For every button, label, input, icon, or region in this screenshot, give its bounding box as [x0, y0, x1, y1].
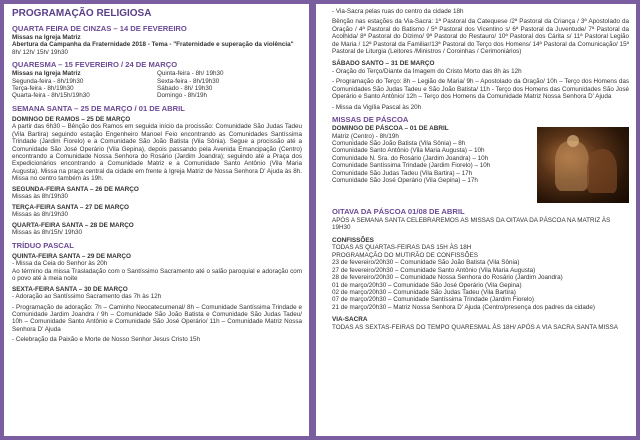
pascoa-item: Comunidade São João Batista (Vila Sônia) – 8h: [332, 140, 466, 148]
quinta-santa-heading: QUINTA-FEIRA SANTA – 29 DE MARÇO: [12, 252, 131, 260]
column-divider: [309, 0, 316, 440]
pascoa-item: Comunidade São José Operário (Vila Gepina) – 17h: [332, 177, 478, 185]
quarta-santa-heading: QUARTA-FEIRA SANTA – 28 DE MARÇO: [12, 221, 134, 229]
quaresma-col-2: [157, 70, 302, 100]
painting-image: [537, 127, 629, 203]
confissoes-line-2: PROGRAMAÇÃO DO MUTIRÃO DE CONFISSÕES: [332, 251, 478, 259]
pascoa-item: Comunidade São Judas Tadeu (Vila Bartira) – 17h: [332, 169, 473, 177]
domingo-ramos-heading: DOMINGO DE RAMOS – 25 DE MARÇO: [12, 115, 131, 123]
via-sacra-heading: VIA-SACRA: [332, 316, 368, 324]
page-title: PROGRAMAÇÃO RELIGIOSA: [12, 8, 152, 19]
domingo-pascoa-heading: DOMINGO DE PÁSCOA – 01 DE ABRIL: [332, 125, 449, 133]
confissoes-item: 21 de março/20h30 – Matriz Nossa Senhora D' Ajuda (Centro/presença dos padres da cidade): [332, 303, 596, 311]
cinzas-line-3: 8h/ 12h/ 15h/ 19h30: [12, 48, 69, 56]
confissoes-item: 28 de fevereiro/20h30 – Comunidade Nossa Senhora do Rosário (Jardim Joandra): [332, 274, 563, 282]
confissoes-item: 23 de fevereiro/20h30 – Comunidade São João Batista (Vila Sônia): [332, 259, 520, 267]
quaresma-item: Terça-feira - 8h/19h30: [12, 85, 74, 93]
triduo-heading: TRÍDUO PASCAL: [12, 240, 74, 250]
quaresma-schedule: [12, 70, 302, 100]
semana-santa-heading: SEMANA SANTA – 25 DE MARÇO / 01 DE ABRIL: [12, 103, 185, 113]
via-sacra-line: - Via-Sacra pelas ruas do centro da cidade 18h: [332, 8, 464, 15]
terca-santa-heading: TERÇA-FEIRA SANTA – 27 DE MARÇO: [12, 203, 129, 211]
confissoes-heading: CONFISSÕES: [332, 236, 374, 244]
pascoa-section: [332, 125, 629, 203]
sexta-santa-text-1: - Adoração ao Santíssimo Sacramento das 7h às 12h: [12, 293, 162, 301]
terca-santa-text: Missas às 8h/19h30: [12, 211, 69, 219]
quaresma-item: Sábado - 8h/ 19h30: [157, 85, 213, 93]
confissoes-line-1: TODAS AS QUARTAS-FEIRAS DAS 15H ÀS 18H: [332, 244, 472, 252]
sabado-santo-heading: SÁBADO SANTO – 31 DE MARÇO: [332, 60, 435, 68]
bencao-text: Bênção nas estações da Via-Sacra: 1ª Pastoral da Catequese /2ª Pastoral da Criança / 3ª Apostolado da Oração / 4ª Pastoral do Batismo / 5ª Pastoral dos Vicentino s/ 6ª Pastoral da Juventude/ 7ª Pastoral da Acolhida/ 8ª Pastoral do Dízimo/ 9ª Pastoral do Restauro/ 10ª Pastoral dos Cárita s/ 11ª Pastoral Legião de Maria / 12ª Pastoral da Familiar/13ª Pastoral do Terço dos Homens/ 14ª Pastoral da Comunicação/ 15ª Pastoral de Liturgia (Leitores /Ministros / Coroinhas / Cerimoniários): [332, 18, 629, 56]
quinta-santa-text-1: - Missa da Ceia do Senhor às 20h: [12, 260, 108, 268]
confissoes-item: 27 de fevereiro/20h30 – Comunidade Santo Antônio (Vila Maria Augusta): [332, 266, 536, 274]
quaresma-col-1: [12, 70, 157, 100]
quaresma-item: Missas na Igreja Matriz: [12, 70, 81, 78]
confissoes-item: 07 de março/20h30 – Comunidade Santíssima Trindade (Jardim Fiorelo): [332, 296, 534, 304]
quinta-santa-text-2: Ao término da missa Trasladação com o Santíssimo Sacramento até o salão paroquial e adoração com o povo até à meia noite: [12, 267, 302, 283]
quaresma-item: Sexta-feira - 8h/19h30: [157, 77, 220, 85]
quarta-santa-text: Missas às 8h/15h/ 19h30: [12, 229, 83, 237]
quaresma-item: Quarta-feira - 8h/15h/19h30: [12, 92, 90, 100]
sexta-santa-text-2: - Programação de adoração: 7h – Caminho Neocatecumenal/ 8h – Comunidade Santíssima Trindade e Comunidade Jardim Joandra / 9h – Comunidade São João Batista e Comunidade São Judas Tadeu/ 10h – Comunidade Santo Antônio e Comunidade São José Operário/ 11h – Comunidade Matriz Nossa Senhora D' Ajuda: [12, 303, 302, 333]
cinzas-line-2: Abertura da Campanha da Fraternidade 2018 - Tema - "Fraternidade e superação da violência": [12, 41, 294, 49]
pascoa-item: Matriz (Centro) - 8h/19h: [332, 132, 399, 140]
sabado-santo-text-3: - Missa da Vigília Pascal às 20h: [332, 103, 422, 111]
via-sacra-text: TODAS AS SEXTAS-FEIRAS DO TEMPO QUARESMAL ÀS 18H/ APÓS A VIA SACRA SANTA MISSA: [332, 323, 618, 331]
pascoa-item: Comunidade Santo Antônio (Vila Maria Augusta) – 10h: [332, 147, 485, 155]
pascoa-item: Comunidade N. Sra. do Rosário (Jardim Joandra) – 10h: [332, 154, 489, 162]
left-panel: [4, 4, 309, 436]
confissoes-item: 01 de março/20h30 – Comunidade São José Operário (Vila Gepina): [332, 281, 522, 289]
cinzas-line-1: Missas na Igreja Matriz: [12, 34, 81, 41]
pascoa-list: [332, 125, 533, 203]
sexta-santa-heading: SEXTA-FEIRA SANTA – 30 DE MARÇO: [12, 285, 128, 293]
quaresma-item: Quinta-feira - 8h/ 19h30: [157, 70, 224, 78]
quaresma-item: Domingo - 8h/19h: [157, 92, 208, 100]
cinzas-heading: QUARTA FEIRA DE CINZAS – 14 DE FEVEREIRO: [12, 24, 187, 33]
sexta-santa-text-3: - Celebração da Paixão e Morte de Nosso Senhor Jesus Cristo 15h: [12, 336, 200, 344]
oitava-heading: OITAVA DA PÁSCOA 01/08 DE ABRIL: [332, 207, 465, 217]
segunda-santa-heading: SEGUNDA-FEIRA SANTA – 26 DE MARÇO: [12, 185, 139, 193]
pascoa-item: Comunidade Santíssima Trindade (Jardim Fiorelo) – 10h: [332, 162, 491, 170]
confissoes-item: 02 de março/20h30 – Comunidade São Judas Tadeu (Vila Bartira): [332, 288, 516, 296]
right-panel: [316, 4, 636, 436]
quaresma-item: Segunda-feira - 8h/19h30: [12, 77, 84, 85]
sabado-santo-text-1: - Oração do Terço/Diante da Imagem do Cristo Morto das 8h às 12h: [332, 68, 522, 76]
segunda-santa-text: Missas às 8h/19h30: [12, 193, 69, 201]
pascoa-heading: MISSAS DE PÁSCOA: [332, 115, 409, 125]
domingo-ramos-text: A partir das 6h30 – Bênção dos Ramos em seguida início da procissão: Comunidade São Judas Tadeu (Vila Bartira) seguindo estação Engenheiro Manoel Feio encontrando as Comunidades Santíssima Trindade (Jardim Fiorelo) e a Comunidade São João Batista (Vila Sônia). Segue a procissão até a Comunidade São José Operário (Vila Gepina), depois passando pela Avenida Emancipação (Centro) encontrando a Comunidade Nossa Senhora do Rosário (Jardim Joandra); seguindo até a Praça dos Expedicionários encontrando a Comunidade Matriz e a Comunidade Santo Antônio (Vila Maria Augusta). Missa na praça central da cidade em frente à Igreja Matriz de Nossa Senhora D' Ajuda às 8h. Missa no centro também às 19h.: [12, 123, 302, 183]
oitava-text: APÓS A SEMANA SANTA CELEBRAREMOS AS MISSAS DA OITAVA DA PÁSCOA NA MATRIZ ÀS 19H30: [332, 217, 611, 232]
sabado-santo-text-2: - Programação do Terço: 8h – Legião de Maria/ 9h – Apostolado da Oração/ 10h – Terço dos Homens das Comunidades São Judas Tadeu e São João Batista/ 11h - Terço dos Homens das Comunidades São José Operário e Santo Antônio/ 12h – Terço dos Homens da Comunidade Matriz Nossa Senhora D' Ajuda: [332, 78, 629, 101]
quaresma-heading: QUARESMA – 15 FEVEREIRO / 24 DE MARÇO: [12, 60, 178, 70]
